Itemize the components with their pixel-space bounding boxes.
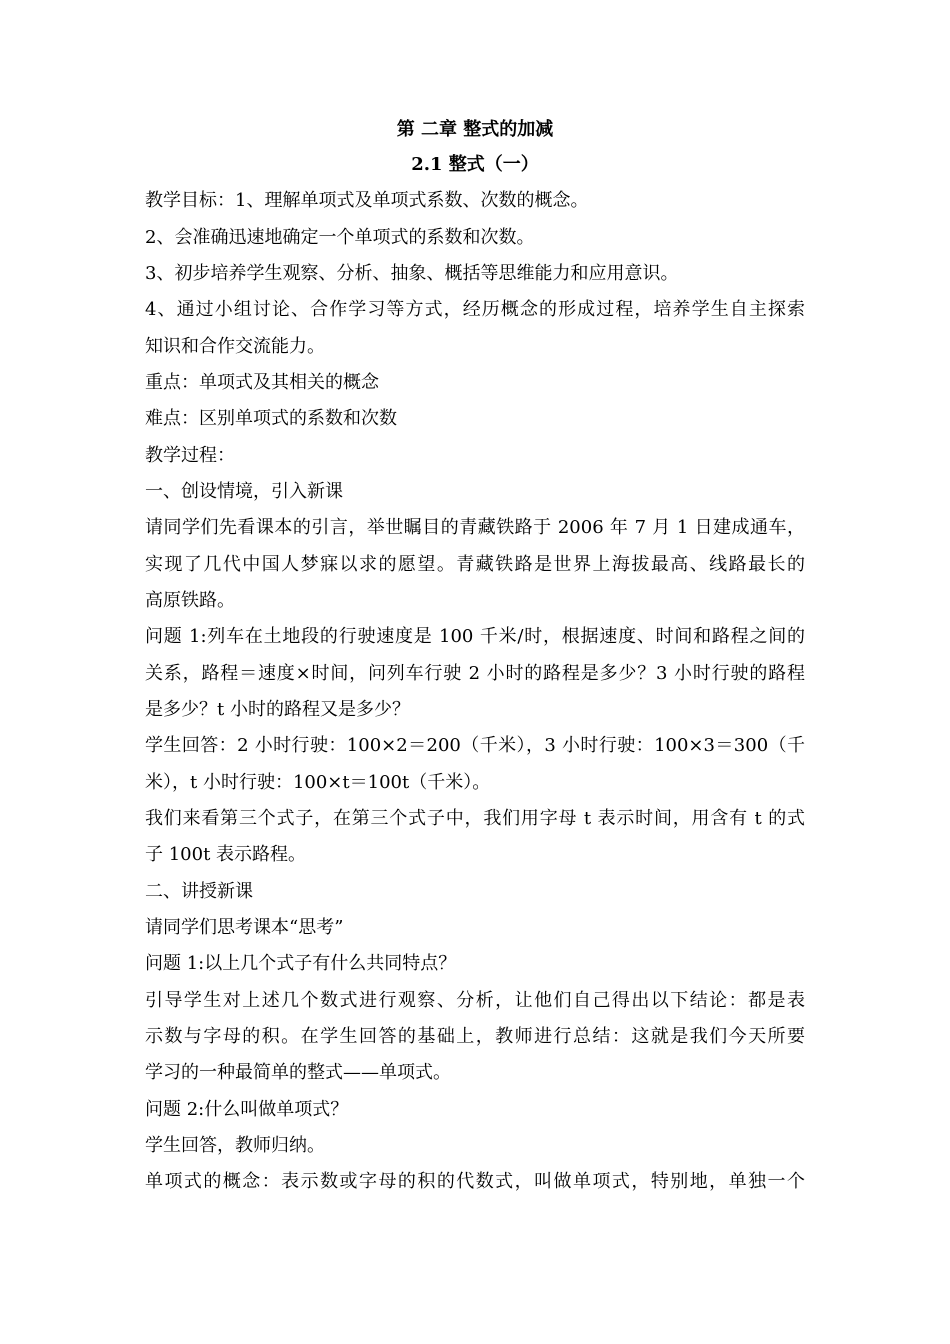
question-1-line: 问题 1:列车在土地段的行驶速度是 100 千米/时，根据速度、时间和路程之间的 <box>145 626 805 647</box>
objective-2: 2、会准确迅速地确定一个单项式的系数和次数。 <box>145 227 535 248</box>
paragraph-line: 我们来看第三个式子，在第三个式子中，我们用字母 t 表示时间，用含有 t 的式 <box>145 808 805 829</box>
answer-line: 学生回答：2 小时行驶：100×2＝200（千米），3 小时行驶：100×3＝300（千 <box>145 735 805 756</box>
paragraph-line: 高原铁路。 <box>145 590 235 611</box>
paragraph-line: 学生回答，教师归纳。 <box>145 1135 325 1156</box>
paragraph-line: 示数与字母的积。在学生回答的基础上，教师进行总结：这就是我们今天所要 <box>145 1026 805 1047</box>
paragraph-line: 实现了几代中国人梦寐以求的愿望。青藏铁路是世界上海拔最高、线路最长的 <box>145 554 805 575</box>
section-title: 2.1 整式（一） <box>411 154 539 175</box>
difficulty: 难点：区别单项式的系数和次数 <box>145 408 397 429</box>
objective-4-cont: 知识和合作交流能力。 <box>145 336 325 357</box>
question-1-line: 关系，路程＝速度×时间，问列车行驶 2 小时的路程是多少？3 小时行驶的路程 <box>145 663 805 684</box>
definition-line: 单项式的概念：表示数或字母的积的代数式，叫做单项式，特别地，单独一个 <box>145 1171 805 1192</box>
paragraph-line: 子 100t 表示路程。 <box>145 844 307 865</box>
objective-3: 3、初步培养学生观察、分析、抽象、概括等思维能力和应用意识。 <box>145 263 679 284</box>
paragraph-line: 请同学们先看课本的引言，举世瞩目的青藏铁路于 2006 年 7 月 1 日建成通车， <box>145 517 805 538</box>
key-point: 重点：单项式及其相关的概念 <box>145 372 379 393</box>
paragraph-line: 请同学们思考课本“思考” <box>145 917 344 938</box>
paragraph-line: 引导学生对上述几个数式进行观察、分析，让他们自己得出以下结论：都是表 <box>145 990 805 1011</box>
answer-line: 米），t 小时行驶：100×t＝100t（千米）。 <box>145 772 491 793</box>
question-1-line: 是多少？t 小时的路程又是多少？ <box>145 699 410 720</box>
process-heading: 教学过程： <box>145 445 235 466</box>
chapter-title: 第 二章 整式的加减 <box>396 119 554 140</box>
question-line: 问题 2:什么叫做单项式？ <box>145 1099 349 1120</box>
objective-4: 4、通过小组讨论、合作学习等方式，经历概念的形成过程，培养学生自主探索 <box>145 299 805 320</box>
section-one-heading: 一、创设情境，引入新课 <box>145 481 343 502</box>
objective-1: 教学目标：1、理解单项式及单项式系数、次数的概念。 <box>145 190 589 211</box>
paragraph-line: 学习的一种最简单的整式——单项式。 <box>145 1062 451 1083</box>
section-two-heading: 二、讲授新课 <box>145 881 253 902</box>
question-line: 问题 1:以上几个式子有什么共同特点？ <box>145 953 457 974</box>
